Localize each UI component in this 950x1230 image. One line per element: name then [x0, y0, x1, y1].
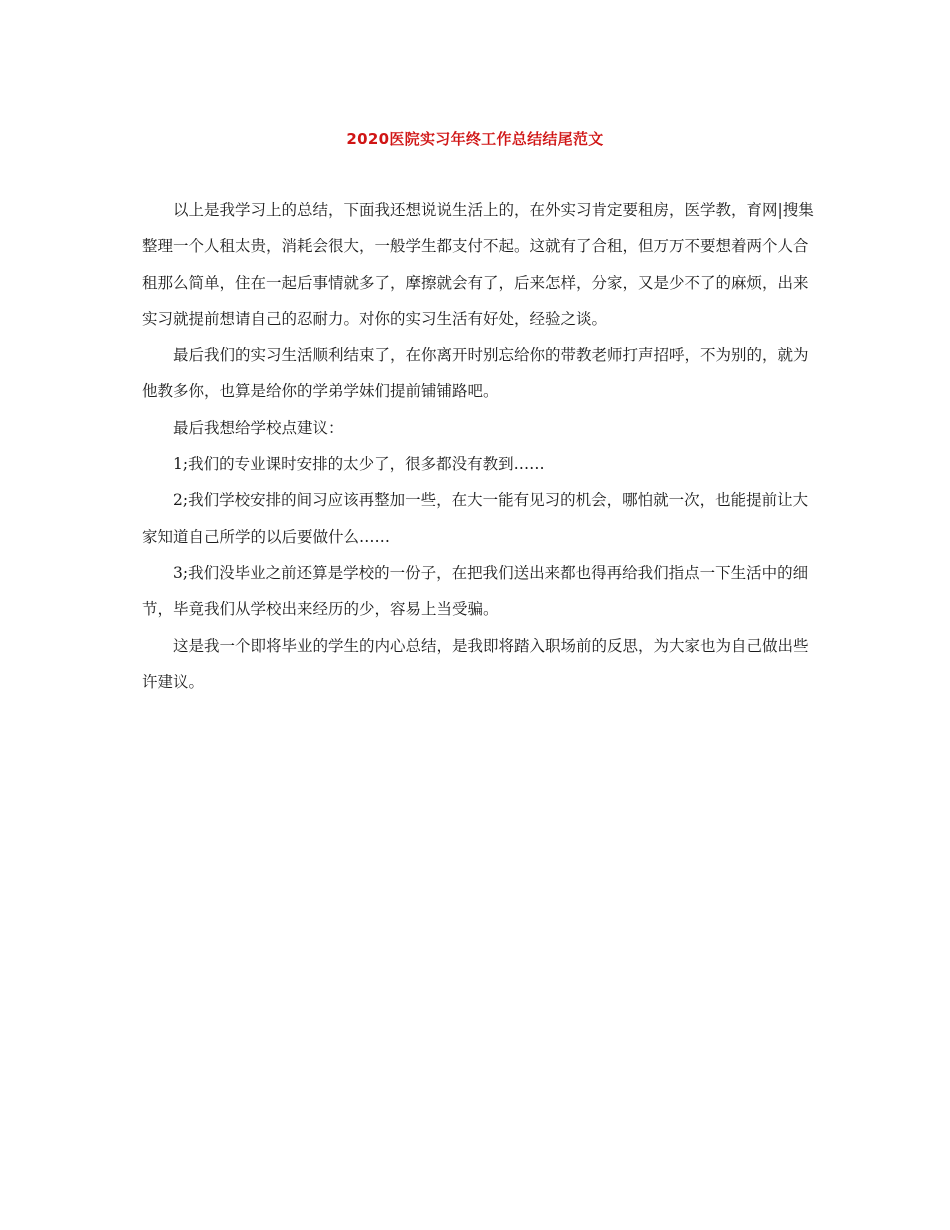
paragraph-living: 以上是我学习上的总结，下面我还想说说生活上的，在外实习肯定要租房，医学教，育网|搜集整理一个人租太贵，消耗会很大，一般学生都支付不起。这就有了合租，但万万不要想着两个人合租那么简单，住在一起后事情就多了，摩擦就会有了，后来怎样，分家，又是少不了的麻烦，出来实习就提前想请自己的忍耐力。对你的实习生活有好处，经验之谈。: [142, 201, 814, 328]
paragraph-suggestions-intro: 最后我想给学校点建议：: [173, 418, 344, 437]
paragraph-farewell: 最后我们的实习生活顺利结束了，在你离开时别忘给你的带教老师打声招呼，不为别的，就为他教多你，也算是给你的学弟学妹们提前铺铺路吧。: [142, 346, 809, 401]
document-body: [142, 192, 818, 700]
suggestion-item-2: 2;我们学校安排的间习应该再整加一些，在大一能有见习的机会，哪怕就一次，也能提前让大家知道自己所学的以后要做什么……: [142, 491, 809, 546]
paragraph-conclusion: 这是我一个即将毕业的学生的内心总结，是我即将踏入职场前的反思，为大家也为自己做出些许建议。: [142, 636, 809, 691]
suggestion-item-3: 3;我们没毕业之前还算是学校的一份子，在把我们送出来都也得再给我们指点一下生活中的细节，毕竟我们从学校出来经历的少，容易上当受骗。: [142, 563, 809, 619]
suggestion-item-1: 1;我们的专业课时安排的太少了，很多都没有教到……: [173, 455, 545, 474]
document-title: 2020医院实习年终工作总结结尾范文: [346, 130, 604, 148]
